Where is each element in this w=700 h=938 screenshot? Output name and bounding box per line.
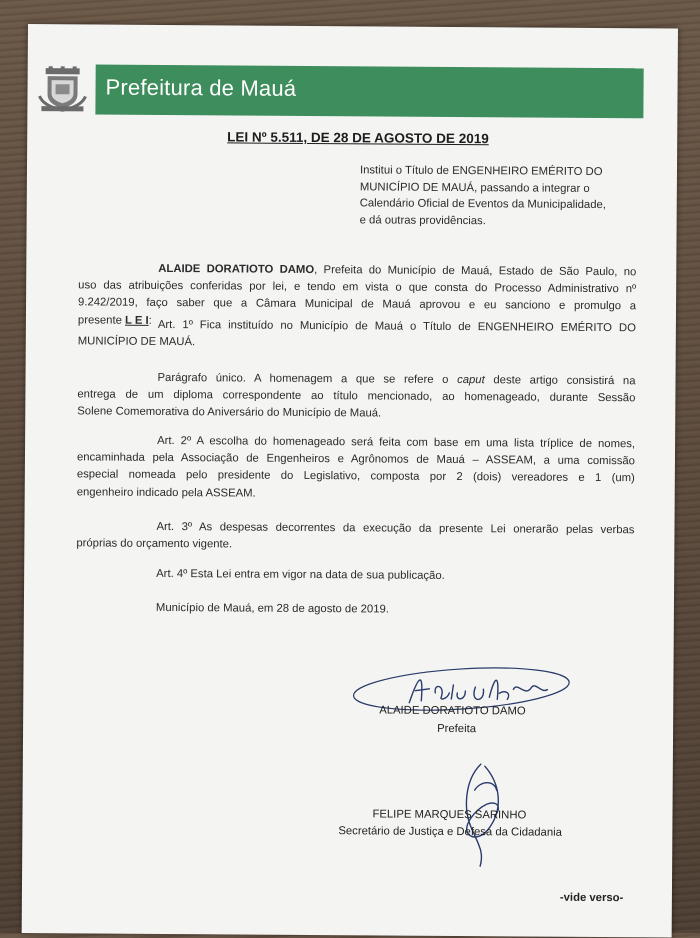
article-2 (77, 432, 635, 505)
letterhead-band (95, 64, 643, 118)
preamble-text: : (148, 314, 152, 327)
ementa-line: MUNICÍPIO DE MAUÁ, passando a integrar o (359, 180, 590, 195)
letterhead (37, 60, 645, 120)
document-page (22, 24, 678, 938)
ementa (360, 162, 622, 230)
preamble-line: uso das atribuições conferidas por lei, e tendo em vista o que consta do Processo Administrativo nº (78, 279, 637, 296)
preamble-line: 9.242/2019, faço saber que a Câmara Municipal de Mauá aprovou e eu sanciono e promulgo a (78, 296, 637, 313)
paragraph-line: entrega de um diploma correspondente ao título mencionado, ao homenageado, durante Sessão (77, 388, 636, 405)
ementa-line: e dá outras providências. (359, 213, 486, 227)
article-line: engenheiro indicado pela ASSEAM. (76, 485, 256, 500)
article-line: MUNICÍPIO DE MAUÁ. (77, 335, 196, 349)
org-name: Prefeitura de Mauá (105, 74, 297, 101)
preamble-text: presente (77, 313, 126, 327)
municipal-crest-icon (37, 66, 87, 112)
article-line: Art. 4º Esta Lei entra em vigor na data de sua publicação. (156, 567, 445, 582)
closing-date (76, 599, 634, 620)
paragraph-line: Solene Comemorativa do Aniversário do Município de Mauá. (77, 405, 382, 420)
lei-word: L E I (125, 314, 149, 327)
caput-word: caput (457, 374, 485, 387)
law-title: LEI Nº 5.511, DE 28 DE AGOSTO DE 2019 (227, 129, 489, 147)
ementa-line: Calendário Oficial de Eventos da Municipalidade, (359, 197, 606, 212)
signer-name: FELIPE MARQUES SARINHO (372, 808, 527, 822)
article-3 (76, 518, 634, 556)
preamble-text: , Prefeita do Município de Mauá, Estado de São Paulo, no (314, 264, 637, 279)
vide-verso: -vide verso- (559, 891, 624, 905)
signer-role: Prefeita (437, 722, 477, 736)
signer-name: ALAIDE DORATIOTO DAMO (379, 704, 526, 718)
article-line: Art. 3º As despesas decorrentes da execução da presente Lei onerarão pelas verbas (156, 520, 635, 537)
article-line: encaminhada pela Associação de Engenheiros e Agrônomos de Mauá – ASSEAM, a uma comissão (76, 451, 636, 468)
paragraph-text: Parágrafo único. A homenagem a que se refere o (157, 371, 458, 387)
article-1 (77, 313, 636, 354)
article-line: Art. 1º Fica instituído no Município de Mauá o Título de ENGENHEIRO EMÉRITO DO (157, 318, 636, 335)
article-line: Art. 2º A escolha do homenageado será feita com base em uma lista tríplice de nomes, (157, 434, 636, 451)
article-4 (76, 565, 634, 586)
author-name: ALAIDE DORATIOTO DAMO (158, 262, 315, 277)
article-line: próprias do orçamento vigente. (76, 537, 233, 551)
article-line: especial nomeada pelo presidente do Legislativo, composta por 2 (dois) vereadores e 1 (um) (76, 468, 635, 485)
signer-role: Secretário de Justiça e Defesa da Cidadania (338, 825, 562, 839)
ementa-line: Institui o Título de ENGENHEIRO EMÉRITO DO (359, 164, 603, 179)
closing-line: Município de Mauá, em 28 de agosto de 2019. (155, 601, 389, 616)
paragrafo-unico (77, 369, 635, 425)
paragraph-text: deste artigo consistirá na (484, 374, 636, 388)
